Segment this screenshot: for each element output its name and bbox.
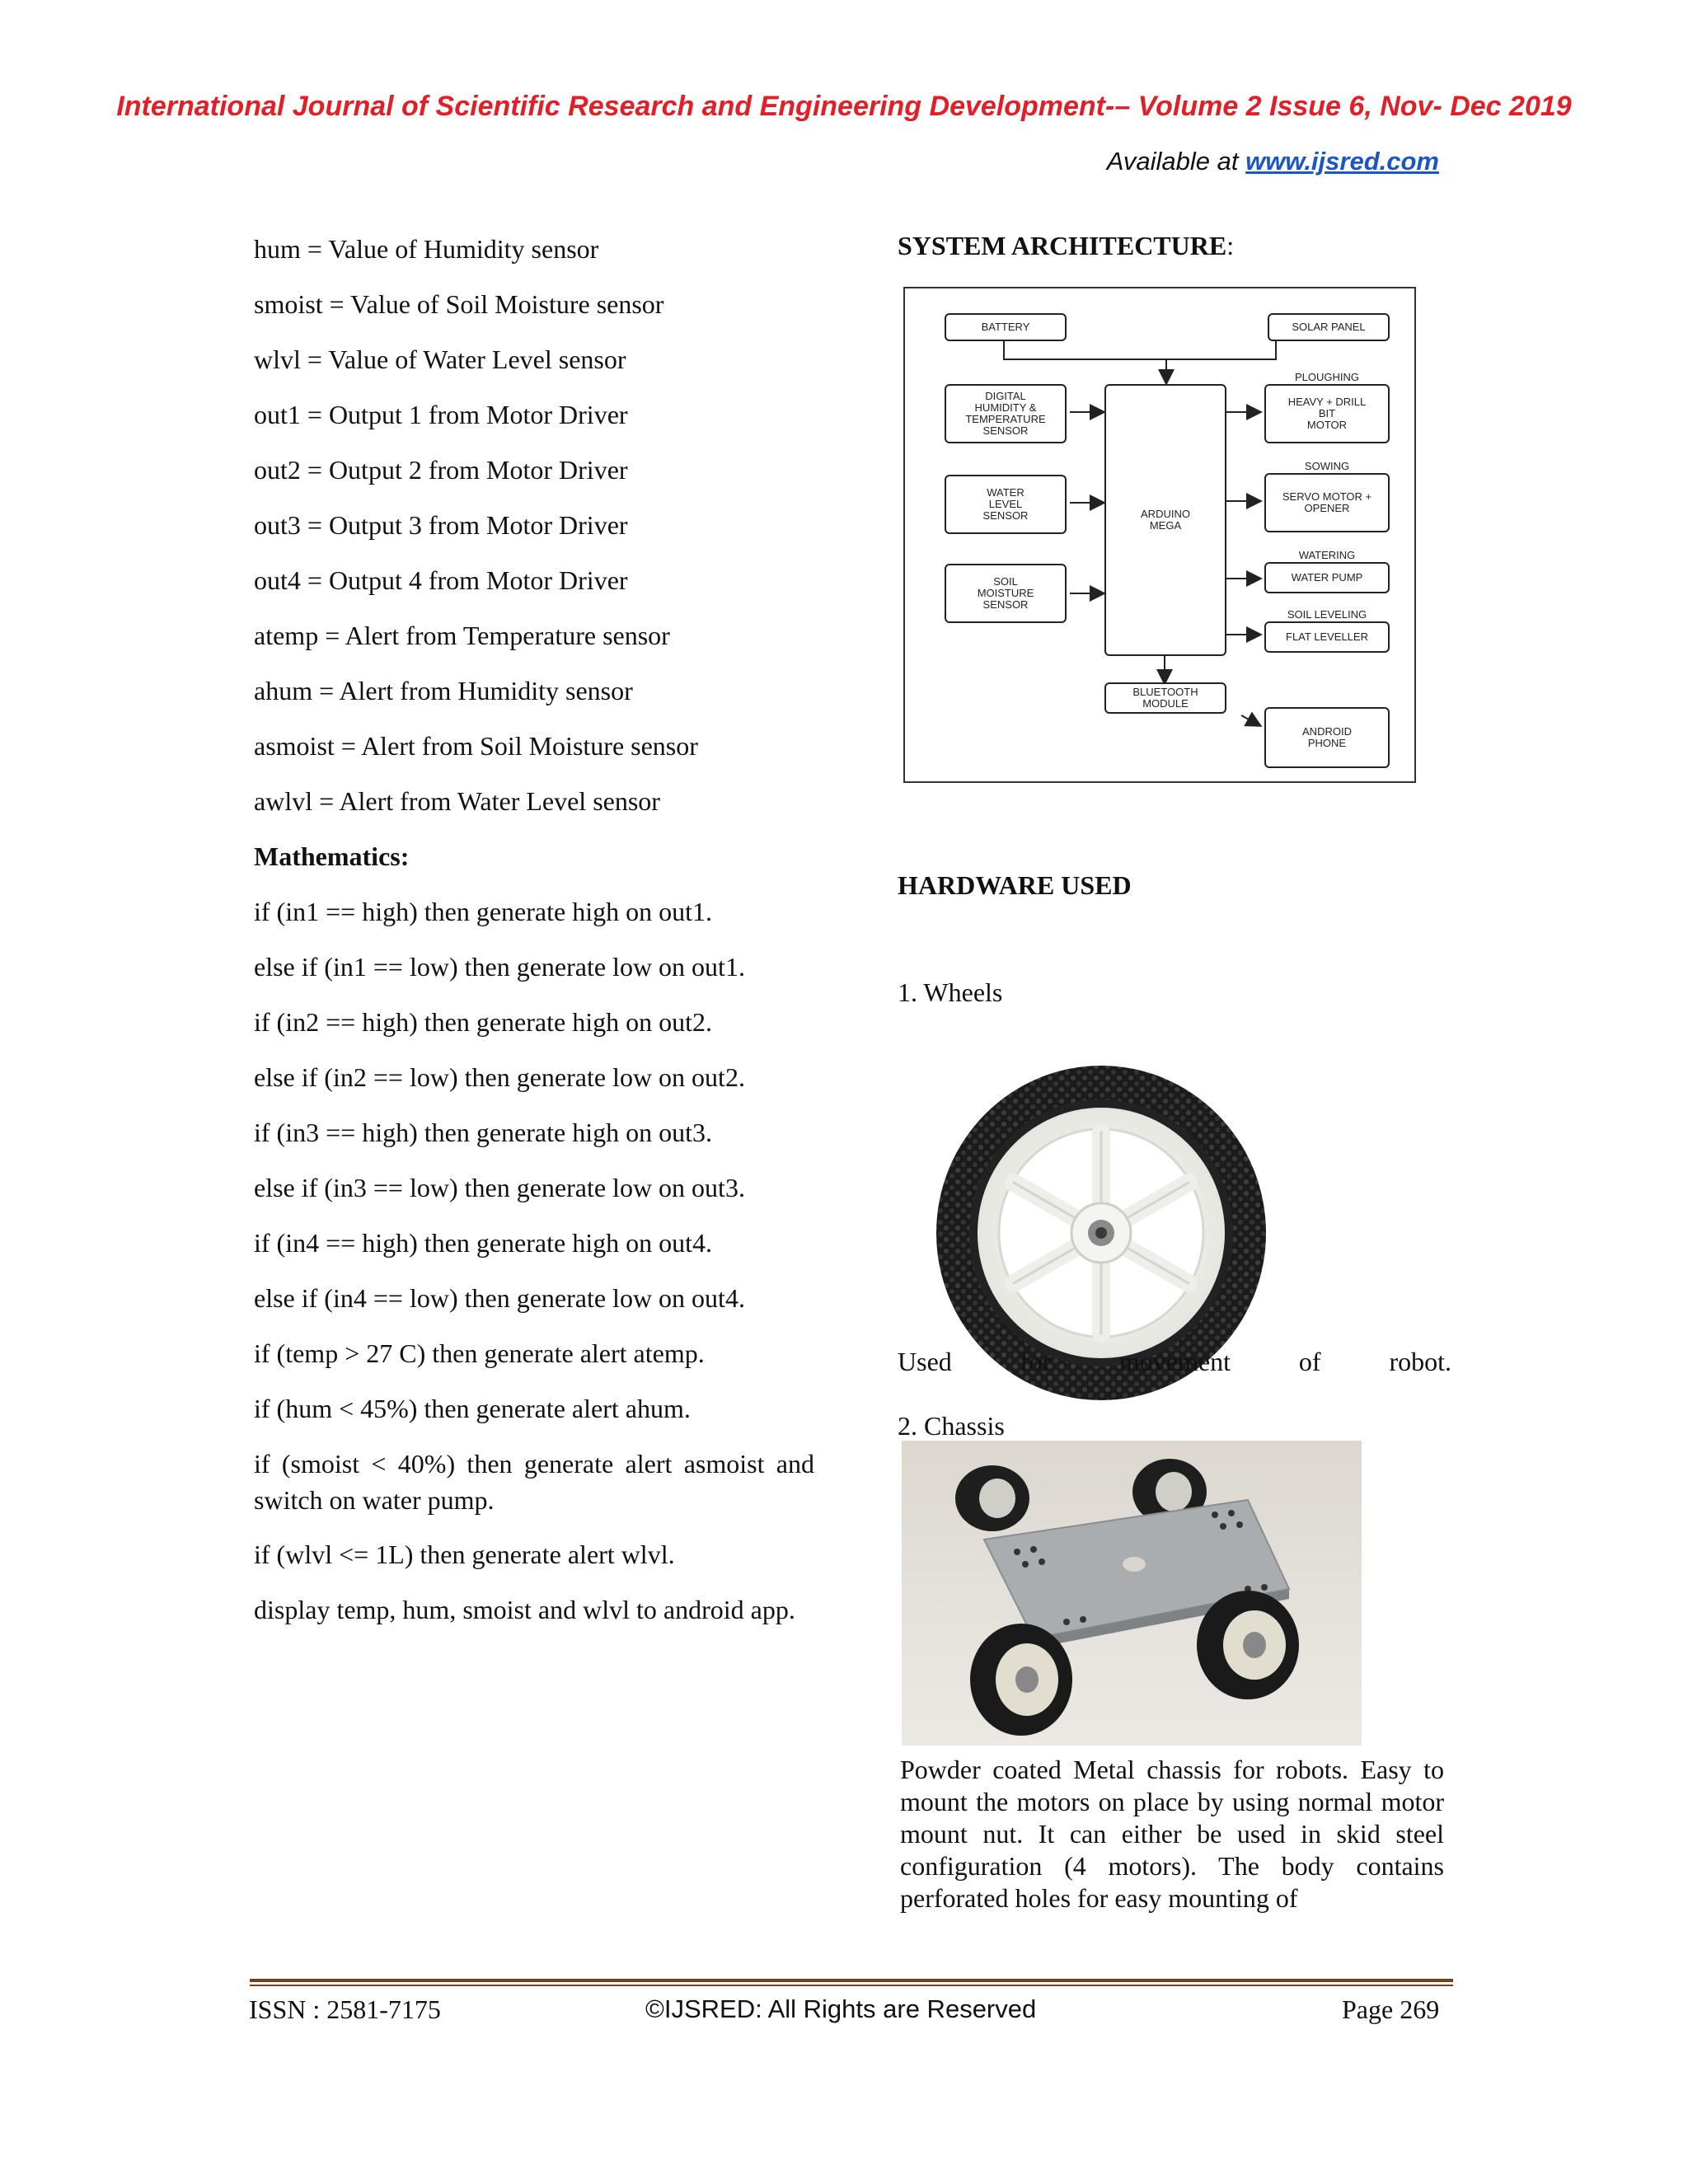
drill-motor-block: HEAVY + DRILL BIT MOTOR [1264, 384, 1390, 443]
footer-rule [250, 1979, 1453, 1982]
math-line: else if (in2 == low) then generate low on out2. [254, 1062, 745, 1092]
chassis-photo [902, 1441, 1362, 1746]
footer-page-number: Page 269 [1342, 1994, 1440, 2024]
system-architecture-heading [898, 231, 1234, 261]
hardware-used-heading: HARDWARE USED [898, 870, 1132, 900]
dht-sensor-block: DIGITAL HUMIDITY & TEMPERATURE SENSOR [945, 384, 1067, 443]
caption-word: of [1298, 1347, 1321, 1376]
definition-out4: out4 = Output 4 from Motor Driver [254, 565, 628, 595]
math-line: if (in2 == high) then generate high on out2. [254, 1007, 712, 1037]
water-level-sensor-block: WATER LEVEL SENSOR [945, 475, 1067, 534]
android-phone-block: ANDROID PHONE [1264, 707, 1390, 768]
definition-smoist: smoist = Value of Soil Moisture sensor [254, 289, 664, 319]
math-line: if (hum < 45%) then generate alert ahum. [254, 1394, 691, 1423]
item-chassis-label: 2. Chassis [898, 1411, 1005, 1441]
footer-issn: ISSN : 2581-7175 [249, 1994, 441, 2024]
definition-awlvl: awlvl = Alert from Water Level sensor [254, 786, 660, 816]
item-wheels-label: 1. Wheels [898, 977, 1003, 1007]
math-line: else if (in4 == low) then generate low on out4. [254, 1283, 745, 1313]
math-line: if (in4 == high) then generate high on out4. [254, 1228, 712, 1258]
footer-copyright: ©IJSRED: All Rights are Reserved [645, 1994, 1037, 2023]
chassis-image [902, 1441, 1362, 1746]
water-pump-block: WATER PUMP [1264, 562, 1390, 593]
sowing-label: SOWING [1304, 460, 1350, 472]
caption-word: for [1020, 1347, 1051, 1376]
available-prefix: Available at [1106, 147, 1246, 176]
battery-block: BATTERY [945, 313, 1067, 341]
math-paragraph-smoist: if (smoist < 40%) then generate alert asmoist and switch on water pump. [254, 1449, 814, 1515]
definition-asmoist: asmoist = Alert from Soil Moisture sensor [254, 731, 698, 761]
math-line-wlvl: if (wlvl <= 1L) then generate alert wlvl. [254, 1540, 675, 1569]
solar-panel-block: SOLAR PANEL [1268, 313, 1390, 341]
mathematics-heading: Mathematics: [254, 841, 410, 871]
availability-line [1107, 147, 1439, 176]
definition-hum: hum = Value of Humidity sensor [254, 234, 599, 264]
math-line: else if (in3 == low) then generate low on out3. [254, 1173, 745, 1202]
definition-wlvl: wlvl = Value of Water Level sensor [254, 344, 626, 374]
math-line: if (in3 == high) then generate high on out3. [254, 1118, 712, 1147]
definition-out1: out1 = Output 1 from Motor Driver [254, 400, 628, 429]
wheel-caption [898, 1347, 1451, 1377]
system-architecture-diagram [903, 287, 1416, 783]
definition-ahum: ahum = Alert from Humidity sensor [254, 676, 633, 705]
definition-out2: out2 = Output 2 from Motor Driver [254, 455, 628, 485]
flat-leveller-block: FLAT LEVELLER [1264, 621, 1390, 653]
bluetooth-module-block: BLUETOOTH MODULE [1104, 682, 1226, 714]
chassis-description: Powder coated Metal chassis for robots. Easy to mount the motors on place by using normal motor mount nut. It can either be used in skid steel configuration (4 motors). The body contains perforated holes for easy mounting of [900, 1755, 1444, 1913]
math-line: else if (in1 == low) then generate low on out1. [254, 952, 745, 982]
soil-leveling-label: SOIL LEVELING [1287, 608, 1367, 621]
arduino-mega-block: ARDUINO MEGA [1104, 384, 1226, 656]
servo-motor-block: SERVO MOTOR + OPENER [1264, 473, 1390, 532]
math-line: if (temp > 27 C) then generate alert atemp. [254, 1338, 705, 1368]
system-architecture-title: SYSTEM ARCHITECTURE [898, 231, 1227, 260]
caption-word: robot. [1389, 1347, 1451, 1376]
journal-website-link[interactable]: www.ijsred.com [1245, 147, 1439, 176]
math-line: if (in1 == high) then generate high on out1. [254, 897, 712, 926]
definition-atemp: atemp = Alert from Temperature sensor [254, 621, 670, 650]
watering-label: WATERING [1298, 549, 1356, 561]
soil-moisture-sensor-block: SOIL MOISTURE SENSOR [945, 564, 1067, 623]
math-paragraph-display: display temp, hum, smoist and wlvl to android app. [254, 1595, 795, 1624]
ploughing-label: PLOUGHING [1294, 371, 1359, 383]
caption-word: Used [898, 1347, 952, 1376]
caption-word: movement [1118, 1347, 1231, 1376]
footer-rule-thin [250, 1985, 1453, 1986]
definition-out3: out3 = Output 3 from Motor Driver [254, 510, 628, 540]
journal-header: International Journal of Scientific Research and Engineering Development-– Volume 2 Issue 6, Nov- Dec 2019 [116, 91, 1572, 122]
heading-colon: : [1226, 231, 1235, 260]
